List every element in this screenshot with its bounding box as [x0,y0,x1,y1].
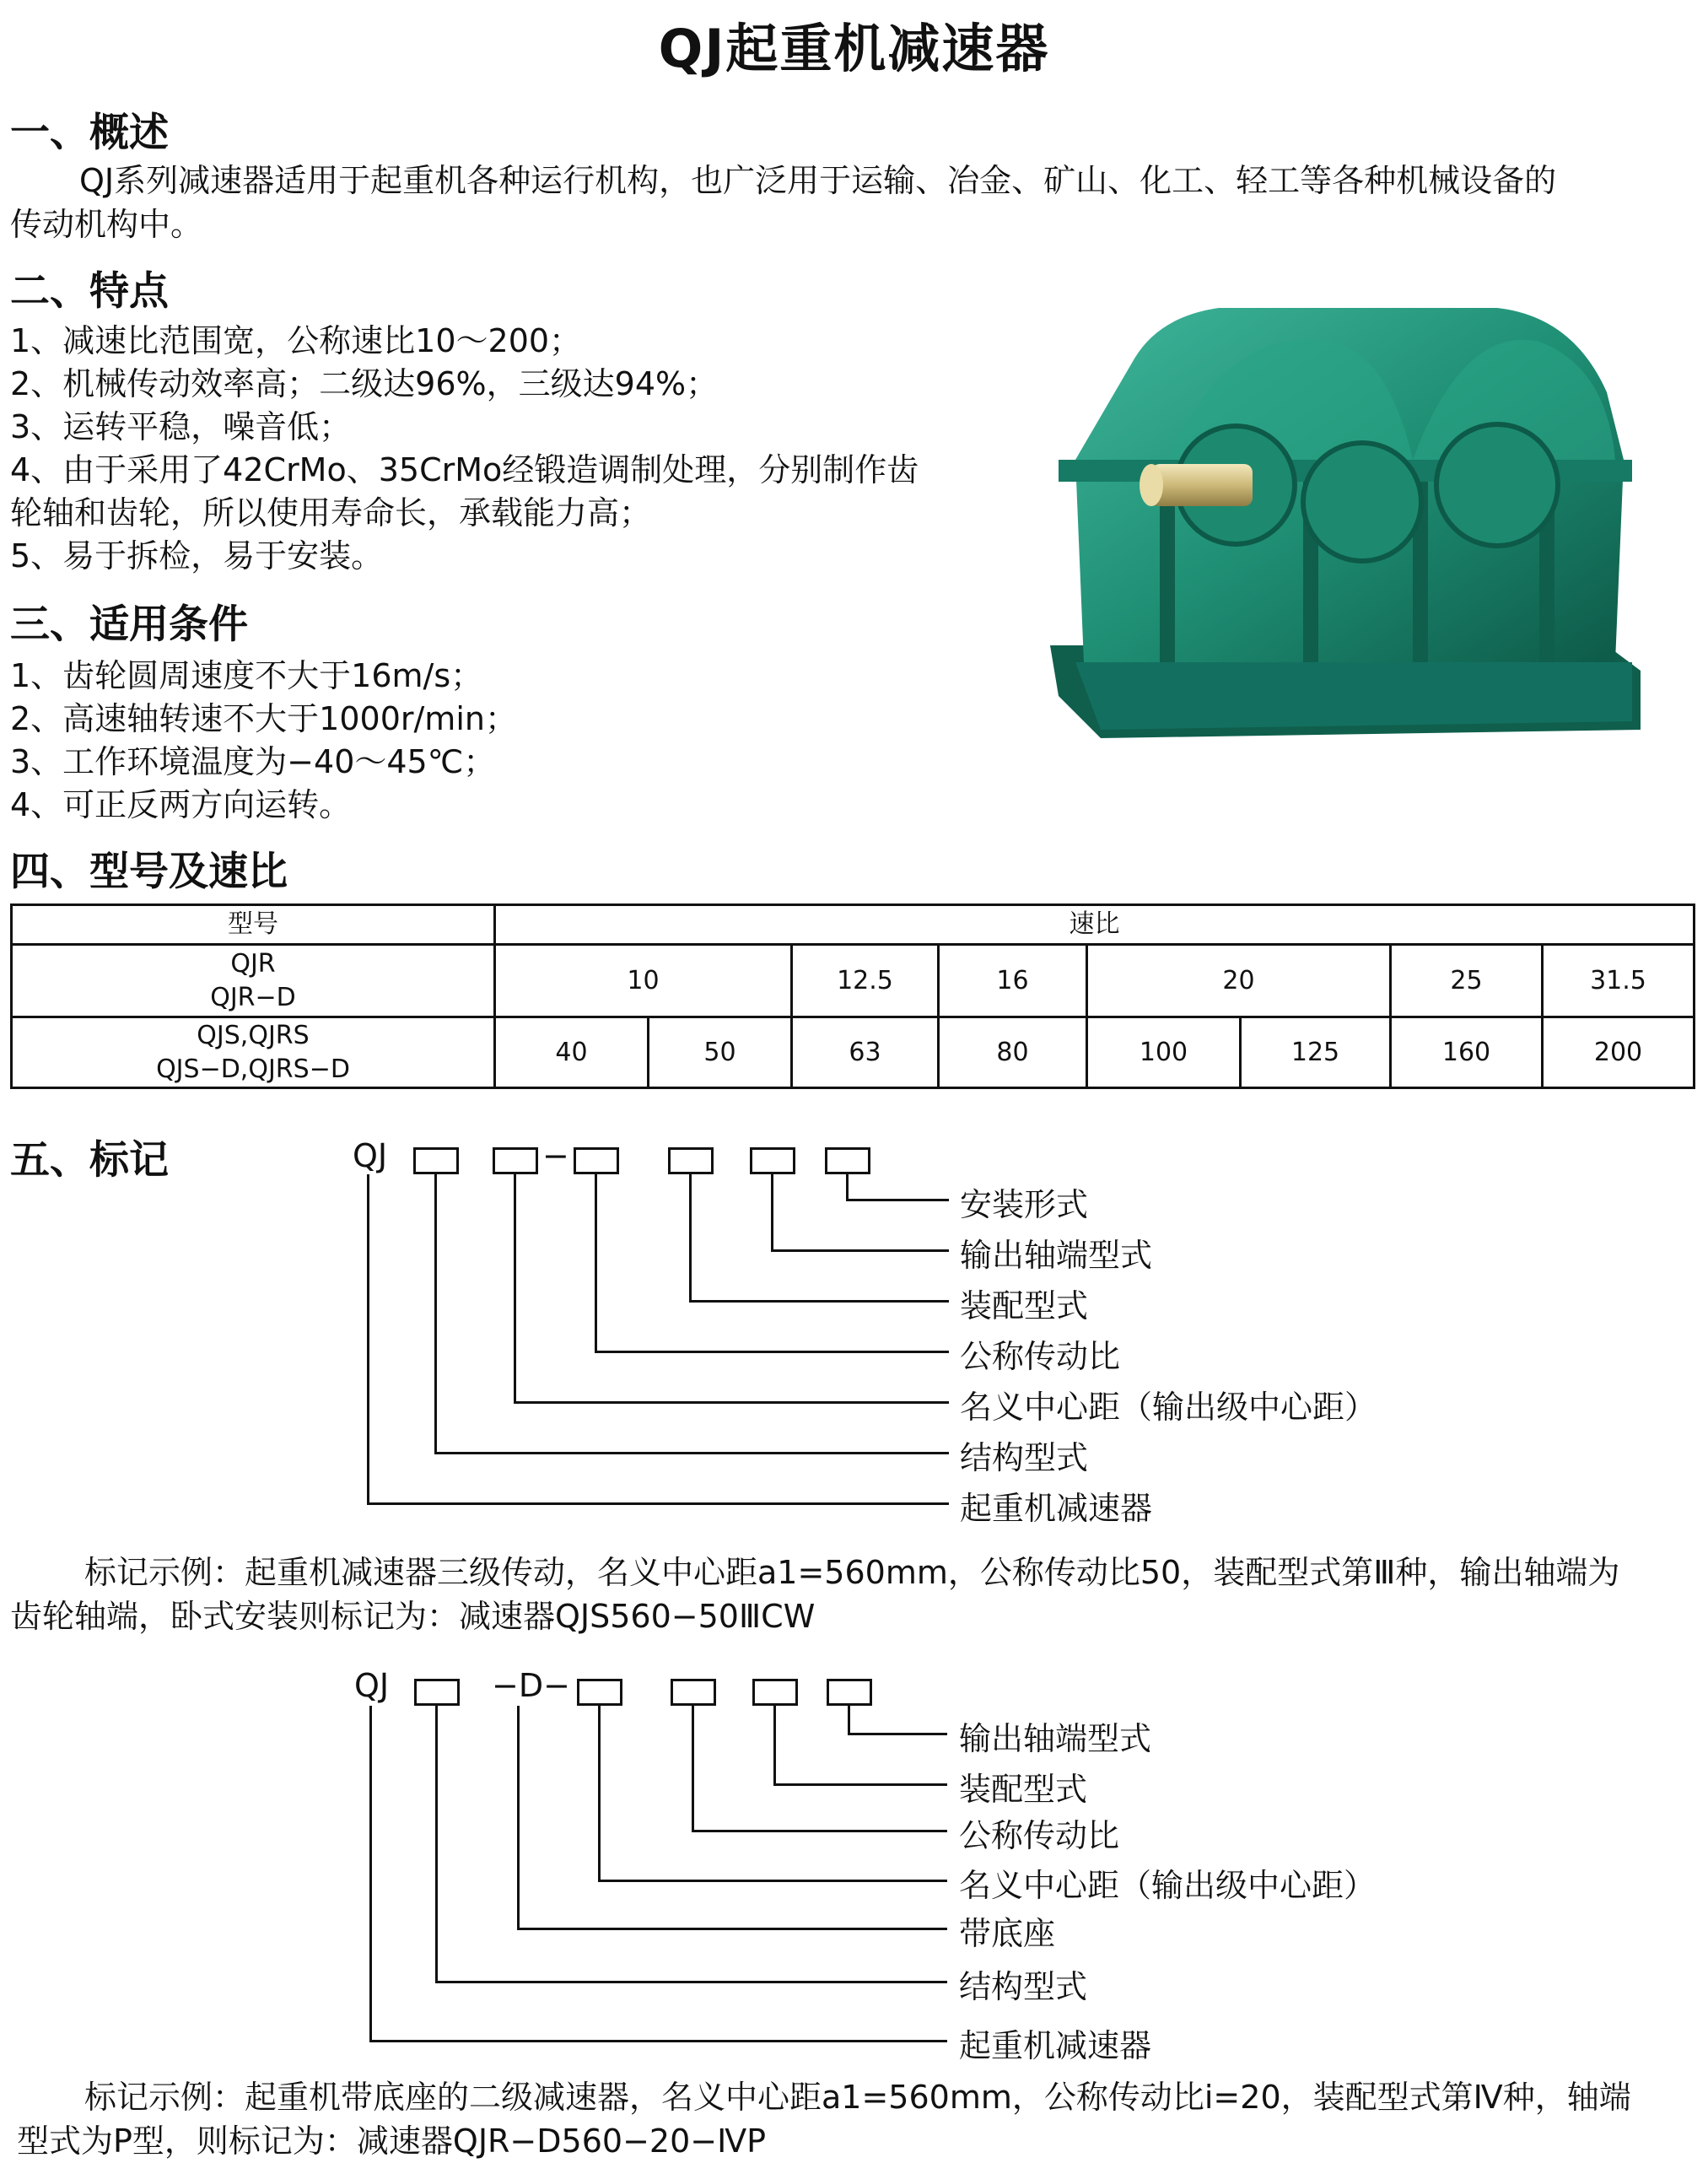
table-cell: 50 [703,1037,736,1067]
diagram1-label-7: 起重机减速器 [960,1490,1153,1527]
row2-model [13,1018,493,1087]
feature-line-5: 轮轴和齿轮，所以使用寿命长，承载能力高； [10,494,652,531]
diagram2-label-3: 公称传动比 [959,1817,1120,1854]
code-box [413,1147,459,1174]
table-cell: 125 [1290,1037,1340,1067]
diagram2-label-7: 起重机减速器 [959,2027,1152,2064]
models-heading: 四、型号及速比 [10,849,288,895]
diagram2-label-6: 结构型式 [959,1968,1088,2005]
diagram1-label-5: 名义中心距（输出级中心距） [960,1389,1377,1426]
table-cell: 25 [1450,965,1483,995]
diagram1-prefix: QJ [353,1137,388,1174]
table-cell: 12.5 [837,965,893,995]
table-cell: 80 [996,1037,1029,1067]
diagram1-label-4: 公称传动比 [960,1338,1121,1375]
header-ratio: 速比 [1069,909,1120,939]
gear-reducer-image [1025,291,1649,763]
page-title: QJ起重机减速器 [658,18,1050,79]
header-model: 型号 [228,909,278,939]
row2-model-line2: QJS−D,QJRS−D [156,1054,350,1084]
model-ratio-table [10,903,1695,1089]
feature-line-1: 1、减速比范围宽，公称速比10～200； [10,322,582,359]
example2-line-1: 标记示例：起重机带底座的二级减速器，名义中心距a1=560mm，公称传动比i=20，装配型式第Ⅳ种，轴端 [84,2079,1631,2116]
code-box [825,1147,870,1174]
code-box [752,1679,798,1706]
table-cell: 10 [627,965,660,995]
table-cell: 20 [1222,965,1255,995]
marking-diagram-1 [0,1130,1708,1527]
example1-line-2: 齿轮轴端，卧式安装则标记为：减速器QJS560−50ⅢCW [10,1598,816,1635]
table-cell: 200 [1593,1037,1643,1067]
feature-line-4: 4、由于采用了42CrMo、35CrMo经锻造调制处理，分别制作齿 [10,451,919,488]
example1-line-1: 标记示例：起重机减速器三级传动，名义中心距a1=560mm，公称传动比50，装配型式第Ⅲ种，输出轴端为 [84,1554,1620,1591]
condition-line-3: 3、工作环境温度为−40～45℃； [10,743,496,780]
code-box [671,1679,716,1706]
diagram1-dash: − [542,1137,569,1174]
code-box [493,1147,538,1174]
row1-model [13,946,493,1016]
table-cell: 31.5 [1590,965,1646,995]
row1-model-line1: QJR [230,948,276,979]
table-cell: 63 [849,1037,881,1067]
table-cell: 40 [555,1037,588,1067]
table-cell: 16 [996,965,1029,995]
row2-model-line1: QJS,QJRS [197,1020,310,1050]
condition-line-1: 1、齿轮圆周速度不大于16m/s； [10,657,483,694]
code-box [827,1679,872,1706]
diagram2-label-2: 装配型式 [959,1771,1088,1808]
table-cell: 160 [1441,1037,1491,1067]
example2-line-2: 型式为P型，则标记为：减速器QJR−D560−20−ⅣP [17,2123,767,2160]
overview-line-2: 传动机构中。 [10,206,203,243]
feature-line-6: 5、易于拆检，易于安装。 [10,537,384,574]
marking-heading: 五、标记 [10,1137,169,1184]
condition-line-4: 4、可正反两方向运转。 [10,786,352,823]
diagram1-label-6: 结构型式 [960,1439,1089,1476]
diagram2-label-1: 输出轴端型式 [959,1720,1152,1757]
diagram1-label-1: 安装形式 [960,1186,1089,1223]
diagram1-label-3: 装配型式 [960,1287,1089,1324]
row1-model-line2: QJR−D [210,982,296,1012]
code-box [750,1147,795,1174]
overview-line-1: QJ系列减速器适用于起重机各种运行机构，也广泛用于运输、冶金、矿山、化工、轻工等各种机械设备的 [79,162,1557,199]
condition-line-2: 2、高速轴转速不大于1000r/min； [10,700,517,737]
diagram2-mid: −D− [492,1667,570,1704]
diagram1-label-2: 输出轴端型式 [960,1237,1153,1274]
code-box [577,1679,622,1706]
diagram2-prefix: QJ [354,1667,390,1704]
diagram2-label-4: 名义中心距（输出级中心距） [959,1867,1377,1904]
conditions-heading: 三、适用条件 [10,601,248,648]
feature-line-3: 3、运转平稳，噪音低； [10,408,352,445]
marking-diagram-2 [0,1664,1708,2064]
features-heading: 二、特点 [10,268,169,315]
feature-line-2: 2、机械传动效率高；二级达96%，三级达94%； [10,365,719,402]
code-box [574,1147,619,1174]
overview-heading: 一、概述 [10,110,169,156]
diagram2-label-5: 带底座 [959,1915,1056,1952]
code-box [414,1679,460,1706]
table-cell: 100 [1139,1037,1188,1067]
code-box [668,1147,714,1174]
